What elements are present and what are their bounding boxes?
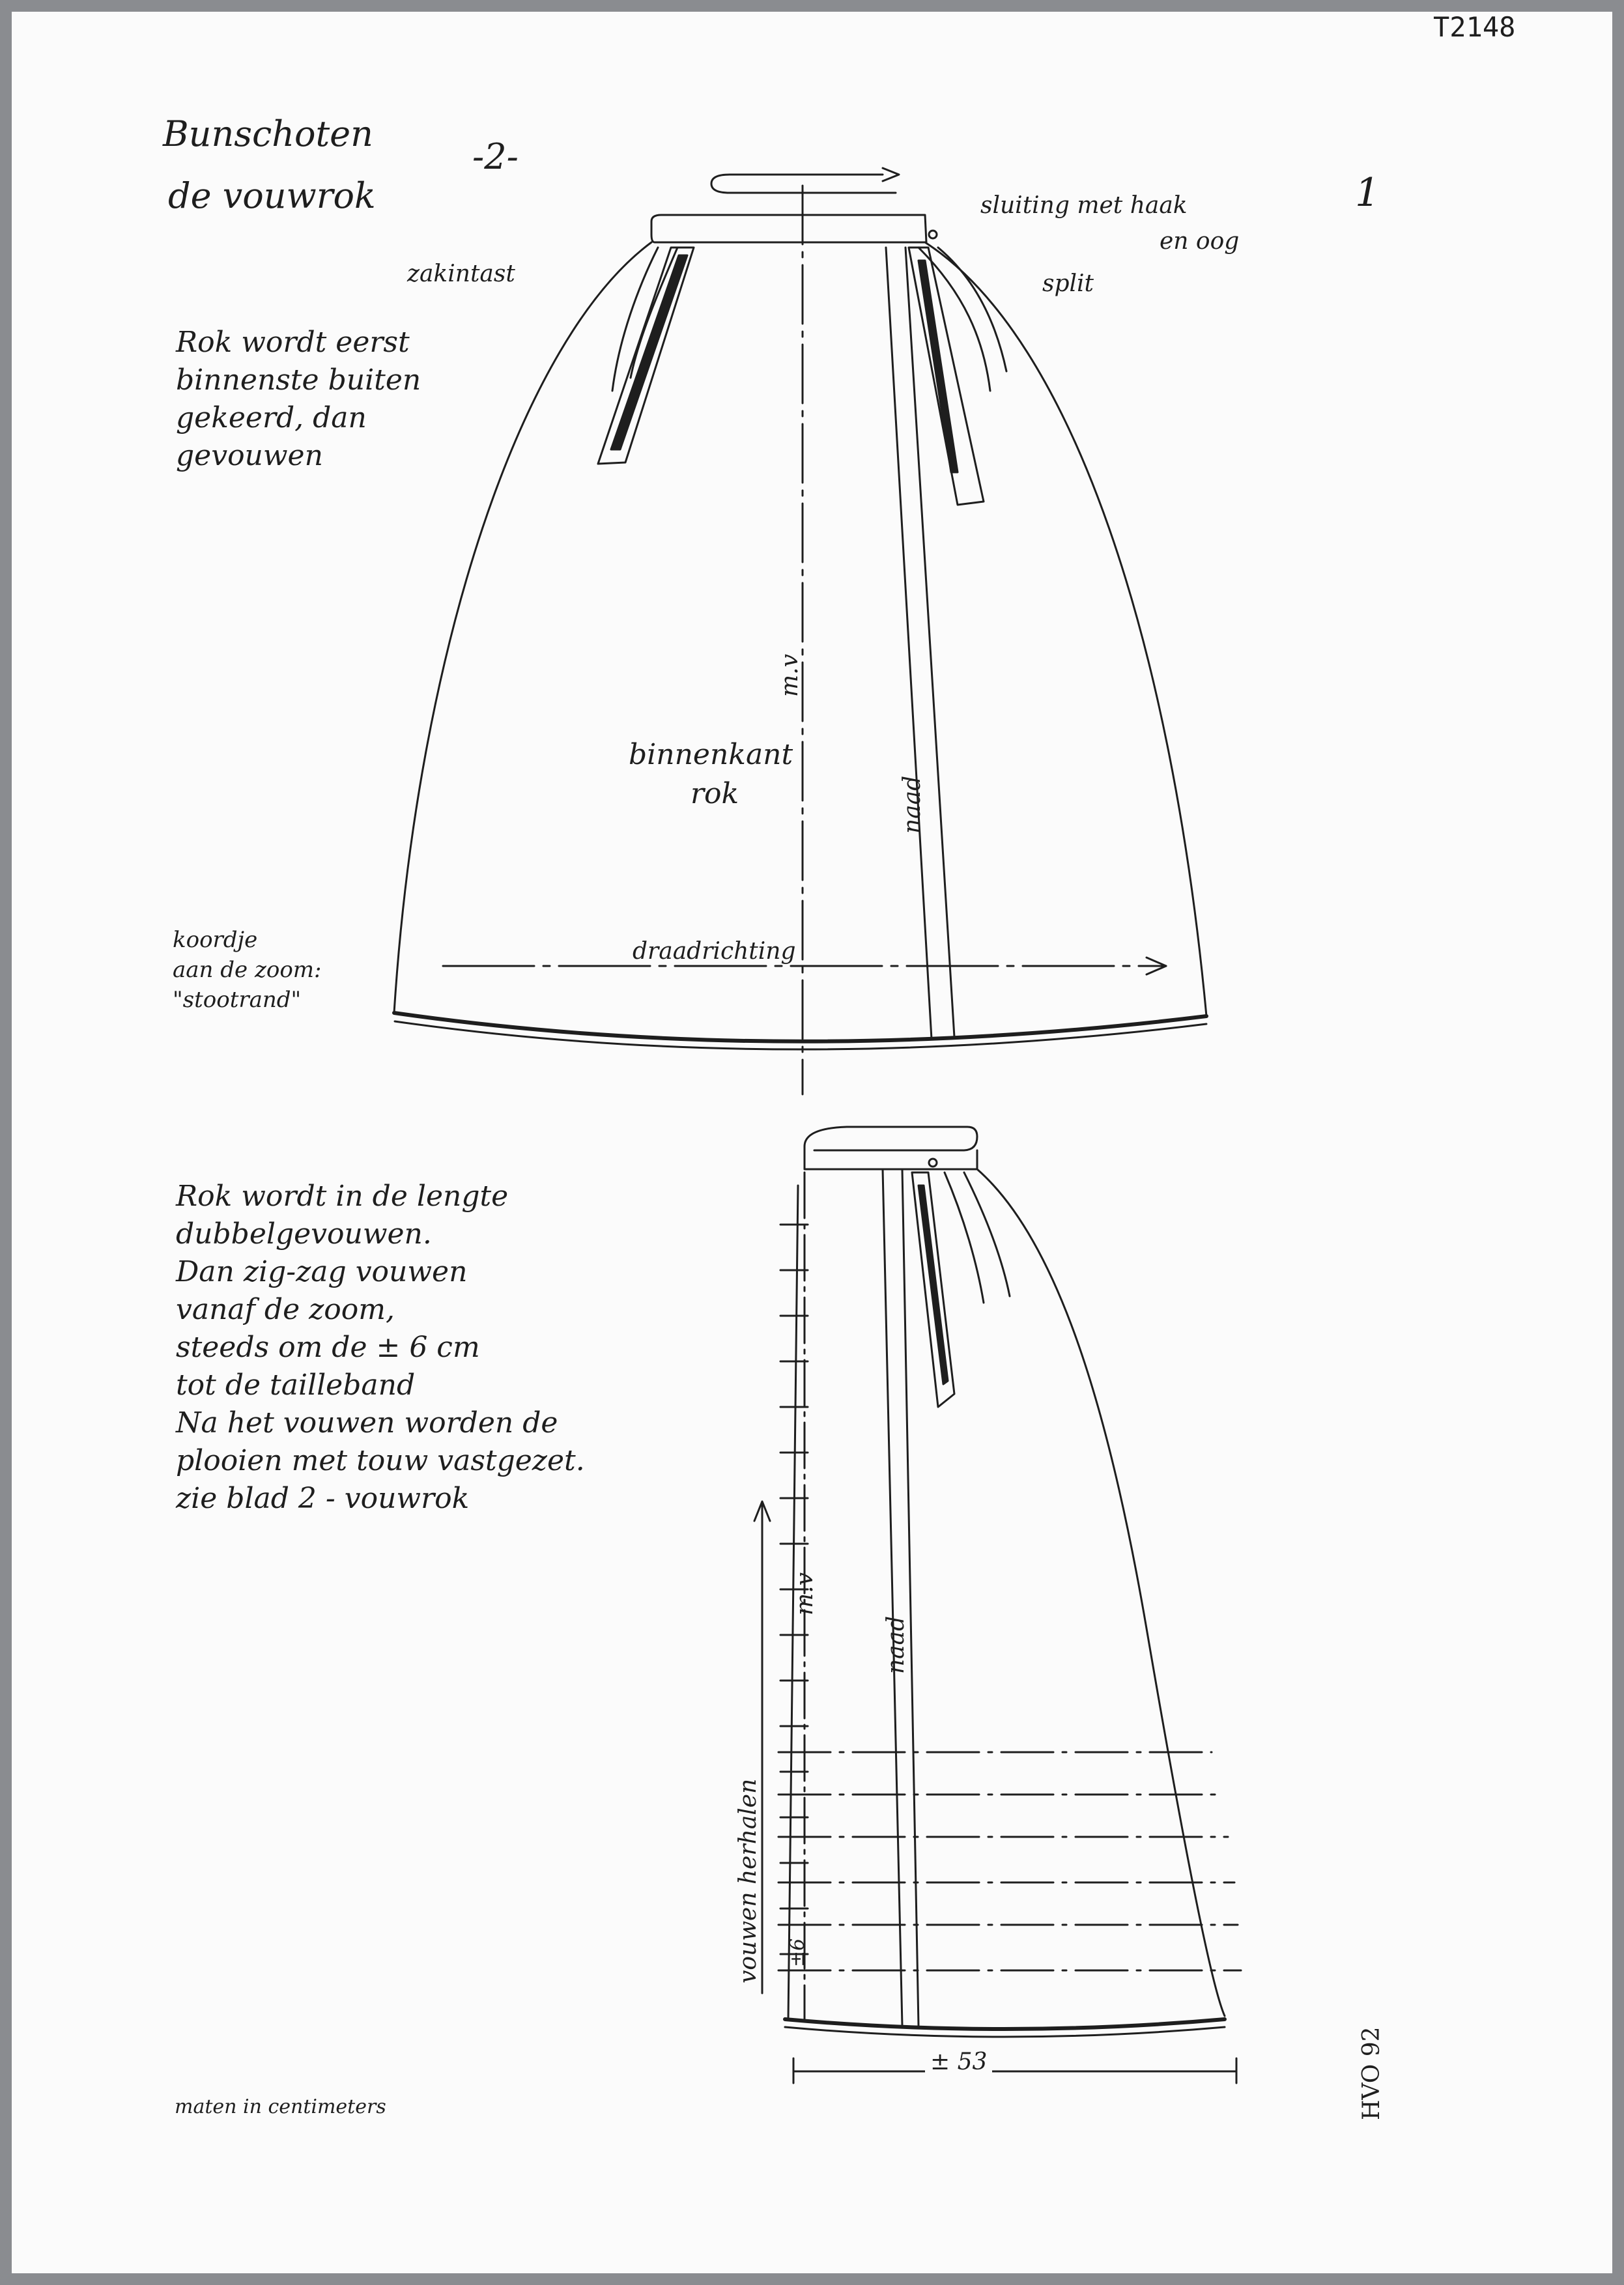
folding-note-bottom	[176, 1178, 585, 1518]
page-title-marker: -2-	[472, 136, 519, 177]
folding-note-top	[176, 324, 421, 475]
units-note: maten in centimeters	[175, 2095, 386, 2118]
hem-note-line: aan de zoom:	[173, 957, 322, 983]
lower-skirt-figure	[754, 1127, 1241, 2083]
repeat-folds-label: vouwen herhalen	[735, 1778, 762, 1983]
inside-label: binnenkant	[629, 738, 793, 771]
note-line: Rok wordt eerst	[176, 326, 410, 359]
sheet-id: T2148	[1433, 11, 1516, 43]
inside-label-2: rok	[691, 777, 739, 810]
center-front-label: m.v	[776, 654, 803, 697]
closure-label-2: en oog	[1160, 228, 1240, 255]
note-line: steeds om de ± 6 cm	[176, 1331, 480, 1364]
page-title: Bunschoten	[163, 113, 373, 154]
note-line: gevouwen	[176, 439, 323, 472]
hem-note-line: koordje	[173, 927, 258, 953]
pocket-label: zakintast	[407, 261, 515, 287]
seam-label-lower: naad	[883, 1615, 909, 1674]
hem-note	[173, 925, 322, 1015]
grain-label: draadrichting	[629, 938, 800, 965]
note-line: Dan zig-zag vouwen	[176, 1255, 468, 1288]
closure-label: sluiting met haak	[980, 192, 1188, 219]
note-line: Rok wordt in de lengte	[176, 1180, 509, 1213]
fold-step-label: ±6	[786, 1938, 809, 1967]
page-subtitle: de vouwrok	[168, 175, 376, 216]
note-line: gekeerd, dan	[176, 401, 367, 434]
width-dimension: ± 53	[925, 2049, 992, 2075]
split-label: split	[1042, 270, 1094, 297]
drawing-code: HVO 92	[1358, 2026, 1385, 2120]
note-line: tot de tailleband	[176, 1369, 416, 1402]
upper-skirt-figure	[394, 168, 1206, 1094]
note-line: binnenste buiten	[176, 363, 421, 397]
note-line: zie blad 2 - vouwrok	[176, 1482, 470, 1515]
center-front-label-lower: m.v	[791, 1572, 818, 1615]
note-line: plooien met touw vastgezet.	[176, 1444, 585, 1477]
hem-note-line: "stootrand"	[173, 987, 302, 1013]
note-line: Na het vouwen worden de	[176, 1406, 558, 1440]
page-number: 1	[1355, 170, 1380, 216]
note-line: vanaf de zoom,	[176, 1293, 395, 1326]
seam-label: naad	[899, 775, 926, 834]
note-line: dubbelgevouwen.	[176, 1217, 432, 1251]
